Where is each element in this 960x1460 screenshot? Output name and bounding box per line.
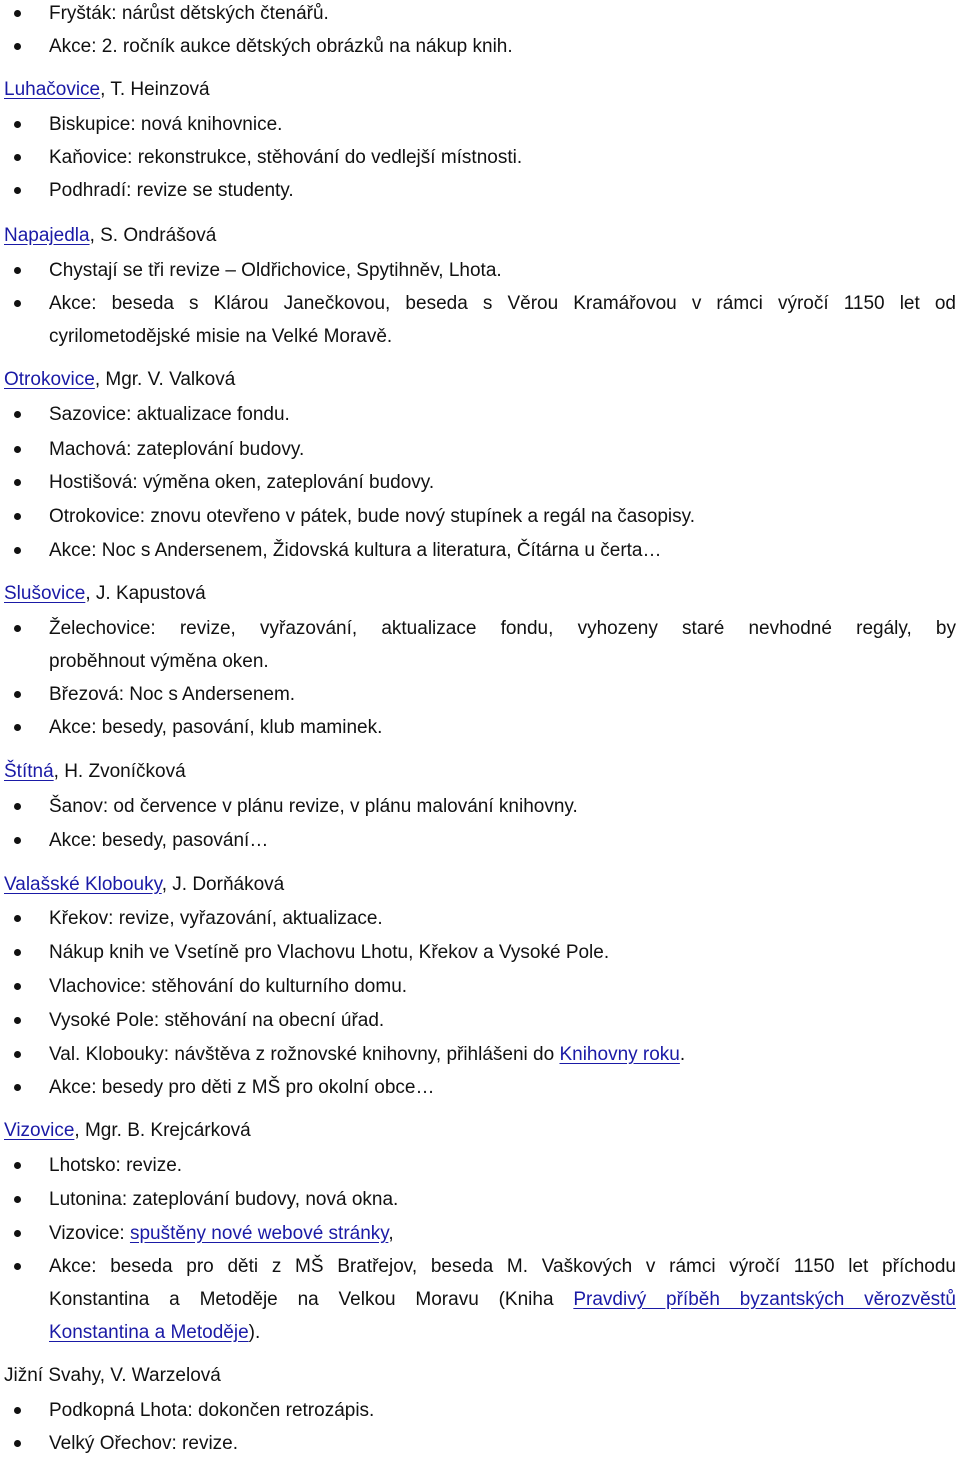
heading-link[interactable]: Slušovice <box>4 583 86 604</box>
bullet-icon <box>14 1017 21 1024</box>
section-heading <box>4 581 206 607</box>
bullet-icon <box>14 154 21 161</box>
list-item-text: Podhradí: revize se studenty. <box>49 180 294 201</box>
bullet-icon <box>14 1407 21 1414</box>
list-item-text: Otrokovice: znovu otevřeno v pátek, bude nový stupínek a regál na časopisy. <box>49 506 696 527</box>
bullet-icon <box>14 513 21 520</box>
bullet-icon <box>14 300 21 307</box>
text-prefix: Vizovice: <box>49 1223 130 1244</box>
list-item-text: Fryšták: nárůst dětských čtenářů. <box>49 3 329 24</box>
knihovny-roku-link[interactable]: Knihovny roku <box>559 1044 680 1065</box>
bullet-icon <box>14 479 21 486</box>
list-item-text: Biskupice: nová knihovnice. <box>49 114 283 135</box>
section-heading <box>4 1363 221 1389</box>
list-item-text: Šanov: od července v plánu revize, v plánu malování knihovny. <box>49 796 578 817</box>
text-line: cyrilometodějské misie na Velké Moravě. <box>49 326 393 347</box>
bullet-icon <box>14 625 21 632</box>
text-line: Akce: beseda pro děti z MŠ Bratřejov, beseda M. Vaškových v rámci výročí 1150 let příchodu <box>49 1256 956 1277</box>
list-item-text: Kaňovice: rekonstrukce, stěhování do vedlejší místnosti. <box>49 147 523 168</box>
section-heading <box>4 1118 251 1144</box>
bullet-icon <box>14 915 21 922</box>
section-heading <box>4 367 235 393</box>
text-prefix: Val. Klobouky: návštěva z rožnovské knihovny, přihlášeni do <box>49 1044 560 1065</box>
list-item-text: Akce: 2. ročník aukce dětských obrázků na nákup knih. <box>49 36 513 57</box>
section-heading <box>4 872 284 898</box>
bullet-icon <box>14 267 21 274</box>
list-item-text: Chystají se tři revize – Oldřichovice, Spytihněv, Lhota. <box>49 260 502 281</box>
heading-link[interactable]: Valašské Klobouky <box>4 874 162 895</box>
heading-link[interactable]: Otrokovice <box>4 369 95 390</box>
list-item-text: Akce: besedy, pasování, klub maminek. <box>49 717 383 738</box>
heading-rest: Jižní Svahy, V. Warzelová <box>4 1365 221 1386</box>
text-suffix: ). <box>248 1322 261 1343</box>
bullet-icon <box>14 983 21 990</box>
heading-rest: , H. Zvoníčková <box>53 761 186 782</box>
text-line: Želechovice: revize, vyřazování, aktualizace fondu, vyhozeny staré nevhodné regály, by <box>49 618 956 639</box>
bullet-icon <box>14 411 21 418</box>
list-item-text: Sazovice: aktualizace fondu. <box>49 404 290 425</box>
section-heading <box>4 223 216 249</box>
bullet-icon <box>14 1162 21 1169</box>
list-item-text: Machová: zateplování budovy. <box>49 439 305 460</box>
heading-rest: , Mgr. V. Valková <box>94 369 236 390</box>
heading-rest: , S. Ondrášová <box>89 225 217 246</box>
list-item-text <box>49 1217 956 1250</box>
section-heading <box>4 759 186 785</box>
list-item-text: Vysoké Pole: stěhování na obecní úřad. <box>49 1010 385 1031</box>
heading-link[interactable]: Štítná <box>4 761 54 782</box>
list-item-text: Hostišová: výměna oken, zateplování budovy. <box>49 472 435 493</box>
section-heading <box>4 77 210 103</box>
bullet-icon <box>14 1230 21 1237</box>
kniha-link-continued[interactable]: Konstantina a Metoděje <box>49 1322 249 1343</box>
bullet-icon <box>14 1084 21 1091</box>
list-item-text <box>49 1038 956 1071</box>
text-suffix: . <box>679 1044 686 1065</box>
heading-link[interactable]: Napajedla <box>4 225 90 246</box>
list-item-text: Nákup knih ve Vsetíně pro Vlachovu Lhotu, Křekov a Vysoké Pole. <box>49 942 610 963</box>
bullet-icon <box>14 547 21 554</box>
list-item-text: Křekov: revize, vyřazování, aktualizace. <box>49 908 383 929</box>
list-item-text <box>49 1250 956 1349</box>
list-item-text: Podkopná Lhota: dokončen retrozápis. <box>49 1400 375 1421</box>
bullet-icon <box>14 446 21 453</box>
bullet-icon <box>14 10 21 17</box>
list-item-text: Akce: Noc s Andersenem, Židovská kultura a literatura, Čítárna u čerta… <box>49 540 662 561</box>
heading-rest: , T. Heinzová <box>100 79 210 100</box>
bullet-icon <box>14 949 21 956</box>
list-item-text: Velký Ořechov: revize. <box>49 1433 239 1454</box>
bullet-icon <box>14 803 21 810</box>
text-line: proběhnout výměna oken. <box>49 651 269 672</box>
list-item-text <box>49 287 956 353</box>
bullet-icon <box>14 121 21 128</box>
list-item-text: Lutonina: zateplování budovy, nová okna. <box>49 1189 399 1210</box>
list-item-text: Vlachovice: stěhování do kulturního domu. <box>49 976 408 997</box>
heading-rest: , Mgr. B. Krejcárková <box>74 1120 251 1141</box>
heading-rest: , J. Dorňáková <box>161 874 285 895</box>
bullet-icon <box>14 837 21 844</box>
heading-rest: , J. Kapustová <box>85 583 206 604</box>
text-suffix: , <box>388 1223 394 1244</box>
bullet-icon <box>14 691 21 698</box>
list-item-text: Akce: besedy, pasování… <box>49 830 269 851</box>
text-line: Akce: beseda s Klárou Janečkovou, beseda s Věrou Kramářovou v rámci výročí 1150 let od <box>49 293 956 314</box>
text-line <box>49 1316 956 1349</box>
text-prefix: Konstantina a Metoděje na Velkou Moravu (Kniha <box>49 1289 574 1310</box>
webove-stranky-link[interactable]: spuštěny nové webové stránky <box>129 1223 389 1244</box>
kniha-link[interactable]: Pravdivý příběh byzantských věrozvěstů <box>573 1289 956 1310</box>
text-line <box>49 1283 956 1316</box>
heading-link[interactable]: Vizovice <box>4 1120 75 1141</box>
bullet-icon <box>14 1440 21 1447</box>
list-item-text: Lhotsko: revize. <box>49 1155 183 1176</box>
bullet-icon <box>14 43 21 50</box>
bullet-icon <box>14 1263 21 1270</box>
list-item-text: Akce: besedy pro děti z MŠ pro okolní obce… <box>49 1077 435 1098</box>
heading-link[interactable]: Luhačovice <box>4 79 101 100</box>
bullet-icon <box>14 724 21 731</box>
list-item-text: Březová: Noc s Andersenem. <box>49 684 296 705</box>
bullet-icon <box>14 187 21 194</box>
list-item-text <box>49 612 956 678</box>
bullet-icon <box>14 1196 21 1203</box>
bullet-icon <box>14 1051 21 1058</box>
